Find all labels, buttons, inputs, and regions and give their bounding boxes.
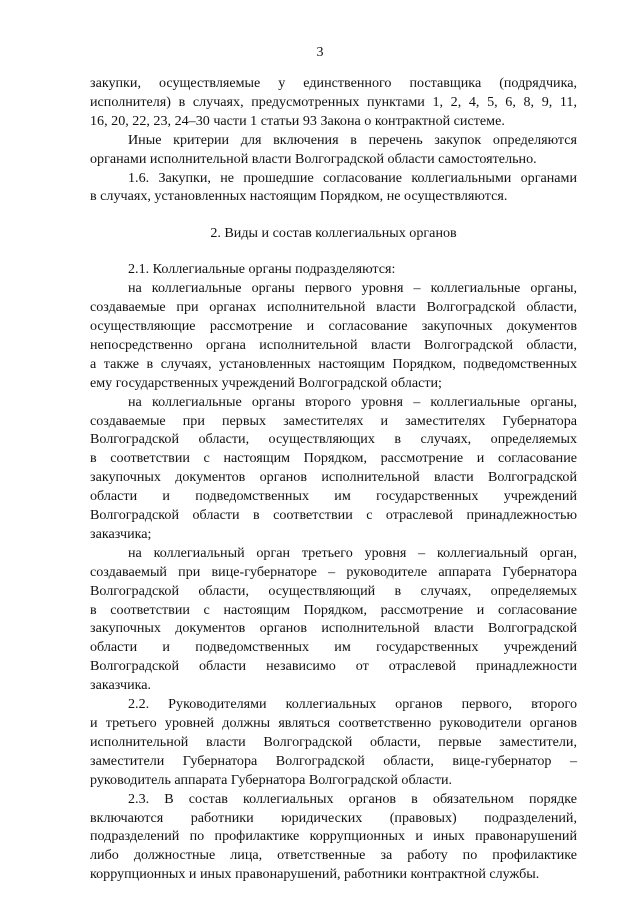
text-line: 2.1. Коллегиальные органы подразделяются: <box>128 261 396 278</box>
text-line: руководитель аппарата Губернатора Волгоградской области. <box>90 771 453 788</box>
text-line: Волгоградской области, осуществляющих в случаях, определяемых <box>90 431 577 448</box>
text-line: Волгоградской области в соответствии с отраслевой принадлежностью <box>90 507 577 524</box>
text-line: 1.6. Закупки, не прошедшие согласование коллегиальными органами <box>128 169 577 186</box>
text-line: непосредственно органа исполнительной власти Волгоградской области, <box>90 336 577 353</box>
text-line: области и подведомственных им государственных учреждений <box>90 488 577 505</box>
text-line: подразделений по профилактике коррупционных и иных правонарушений <box>90 828 577 845</box>
text-line: Волгоградской области независимо от отраслевой принадлежности <box>90 658 577 675</box>
text-line: исполнительной власти Волгоградской области, первые заместители, <box>90 733 577 750</box>
text-line: создаваемый при вице-губернаторе – руководителе аппарата Губернатора <box>90 563 577 580</box>
text-line: заказчика. <box>90 677 152 694</box>
page-number: 3 <box>316 45 324 60</box>
paragraph-2-2 <box>90 695 577 790</box>
text-line: 2.2. Руководителями коллегиальных органов первого, второго <box>128 696 577 713</box>
text-line: создаваемые при органах исполнительной власти Волгоградской области, <box>90 299 577 316</box>
text-line: Волгоградской области, осуществляющий в случаях, определяемых <box>90 582 577 599</box>
text-line: на коллегиальный орган третьего уровня – коллегиальный орган, <box>128 544 577 561</box>
text-line: либо должностные лица, ответственные за работу по профилактике <box>90 847 577 864</box>
paragraph-first-level <box>90 279 577 392</box>
paragraph-other-criteria <box>90 131 577 169</box>
text-line: на коллегиальные органы второго уровня – коллегиальные органы, <box>128 393 577 410</box>
text-line: включаются работники юридических (правовых) подразделений, <box>90 809 577 826</box>
paragraph-second-level <box>90 393 577 544</box>
text-line: а также в случаях, установленных настоящим Порядком, подведомственных <box>90 355 577 372</box>
section-heading: 2. Виды и состав коллегиальных органов <box>210 225 457 242</box>
text-line: Иные критерии для включения в перечень закупок определяются <box>128 131 577 148</box>
text-line: в случаях, установленных настоящим Порядком, не осуществляются. <box>90 188 508 205</box>
document-body <box>90 74 577 884</box>
text-line: закупочных документов органов исполнительной власти Волгоградской <box>90 469 577 486</box>
text-line: закупочных документов органов исполнительной власти Волгоградской <box>90 620 577 637</box>
text-line: осуществляющие рассмотрение и согласование закупочных документов <box>90 317 577 334</box>
paragraph-third-level <box>90 544 577 695</box>
text-line: ему государственных учреждений Волгоградской области; <box>90 374 442 391</box>
paragraph-2-3 <box>90 790 577 885</box>
text-line: органами исполнительной власти Волгоградской области самостоятельно. <box>90 150 537 167</box>
text-line: закупки, осуществляемые у единственного поставщика (подрядчика, <box>90 75 577 91</box>
text-line: и третьего уровней должны являться соответственно руководители органов <box>90 715 577 731</box>
text-line: 2.3. В состав коллегиальных органов в обязательном порядке <box>128 790 577 807</box>
text-line: заказчика; <box>90 525 152 542</box>
paragraph-single-supplier-purchases <box>90 74 577 131</box>
text-line: на коллегиальные органы первого уровня – коллегиальные органы, <box>128 280 577 297</box>
text-line: исполнителя) в случаях, предусмотренных пунктами 1, 2, 4, 5, 6, 8, 9, 11, <box>90 93 577 110</box>
text-line: 16, 20, 22, 23, 24–30 части 1 статьи 93 Закона о контрактной системе. <box>90 112 505 129</box>
text-line: заместители Губернатора Волгоградской области, вице-губернатор – <box>90 752 577 769</box>
text-line: коррупционных и иных правонарушений, работники контрактной службы. <box>90 866 540 883</box>
paragraph-2-1 <box>90 260 577 279</box>
paragraph-1-6 <box>90 169 577 207</box>
text-line: в соответствии с настоящим Порядком, рассмотрение и согласование <box>90 450 577 467</box>
text-line: создаваемые при первых заместителях и заместителях Губернатора <box>90 412 577 429</box>
text-line: области и подведомственных им государственных учреждений <box>90 639 577 656</box>
text-line: в соответствии с настоящим Порядком, рассмотрение и согласование <box>90 601 577 618</box>
